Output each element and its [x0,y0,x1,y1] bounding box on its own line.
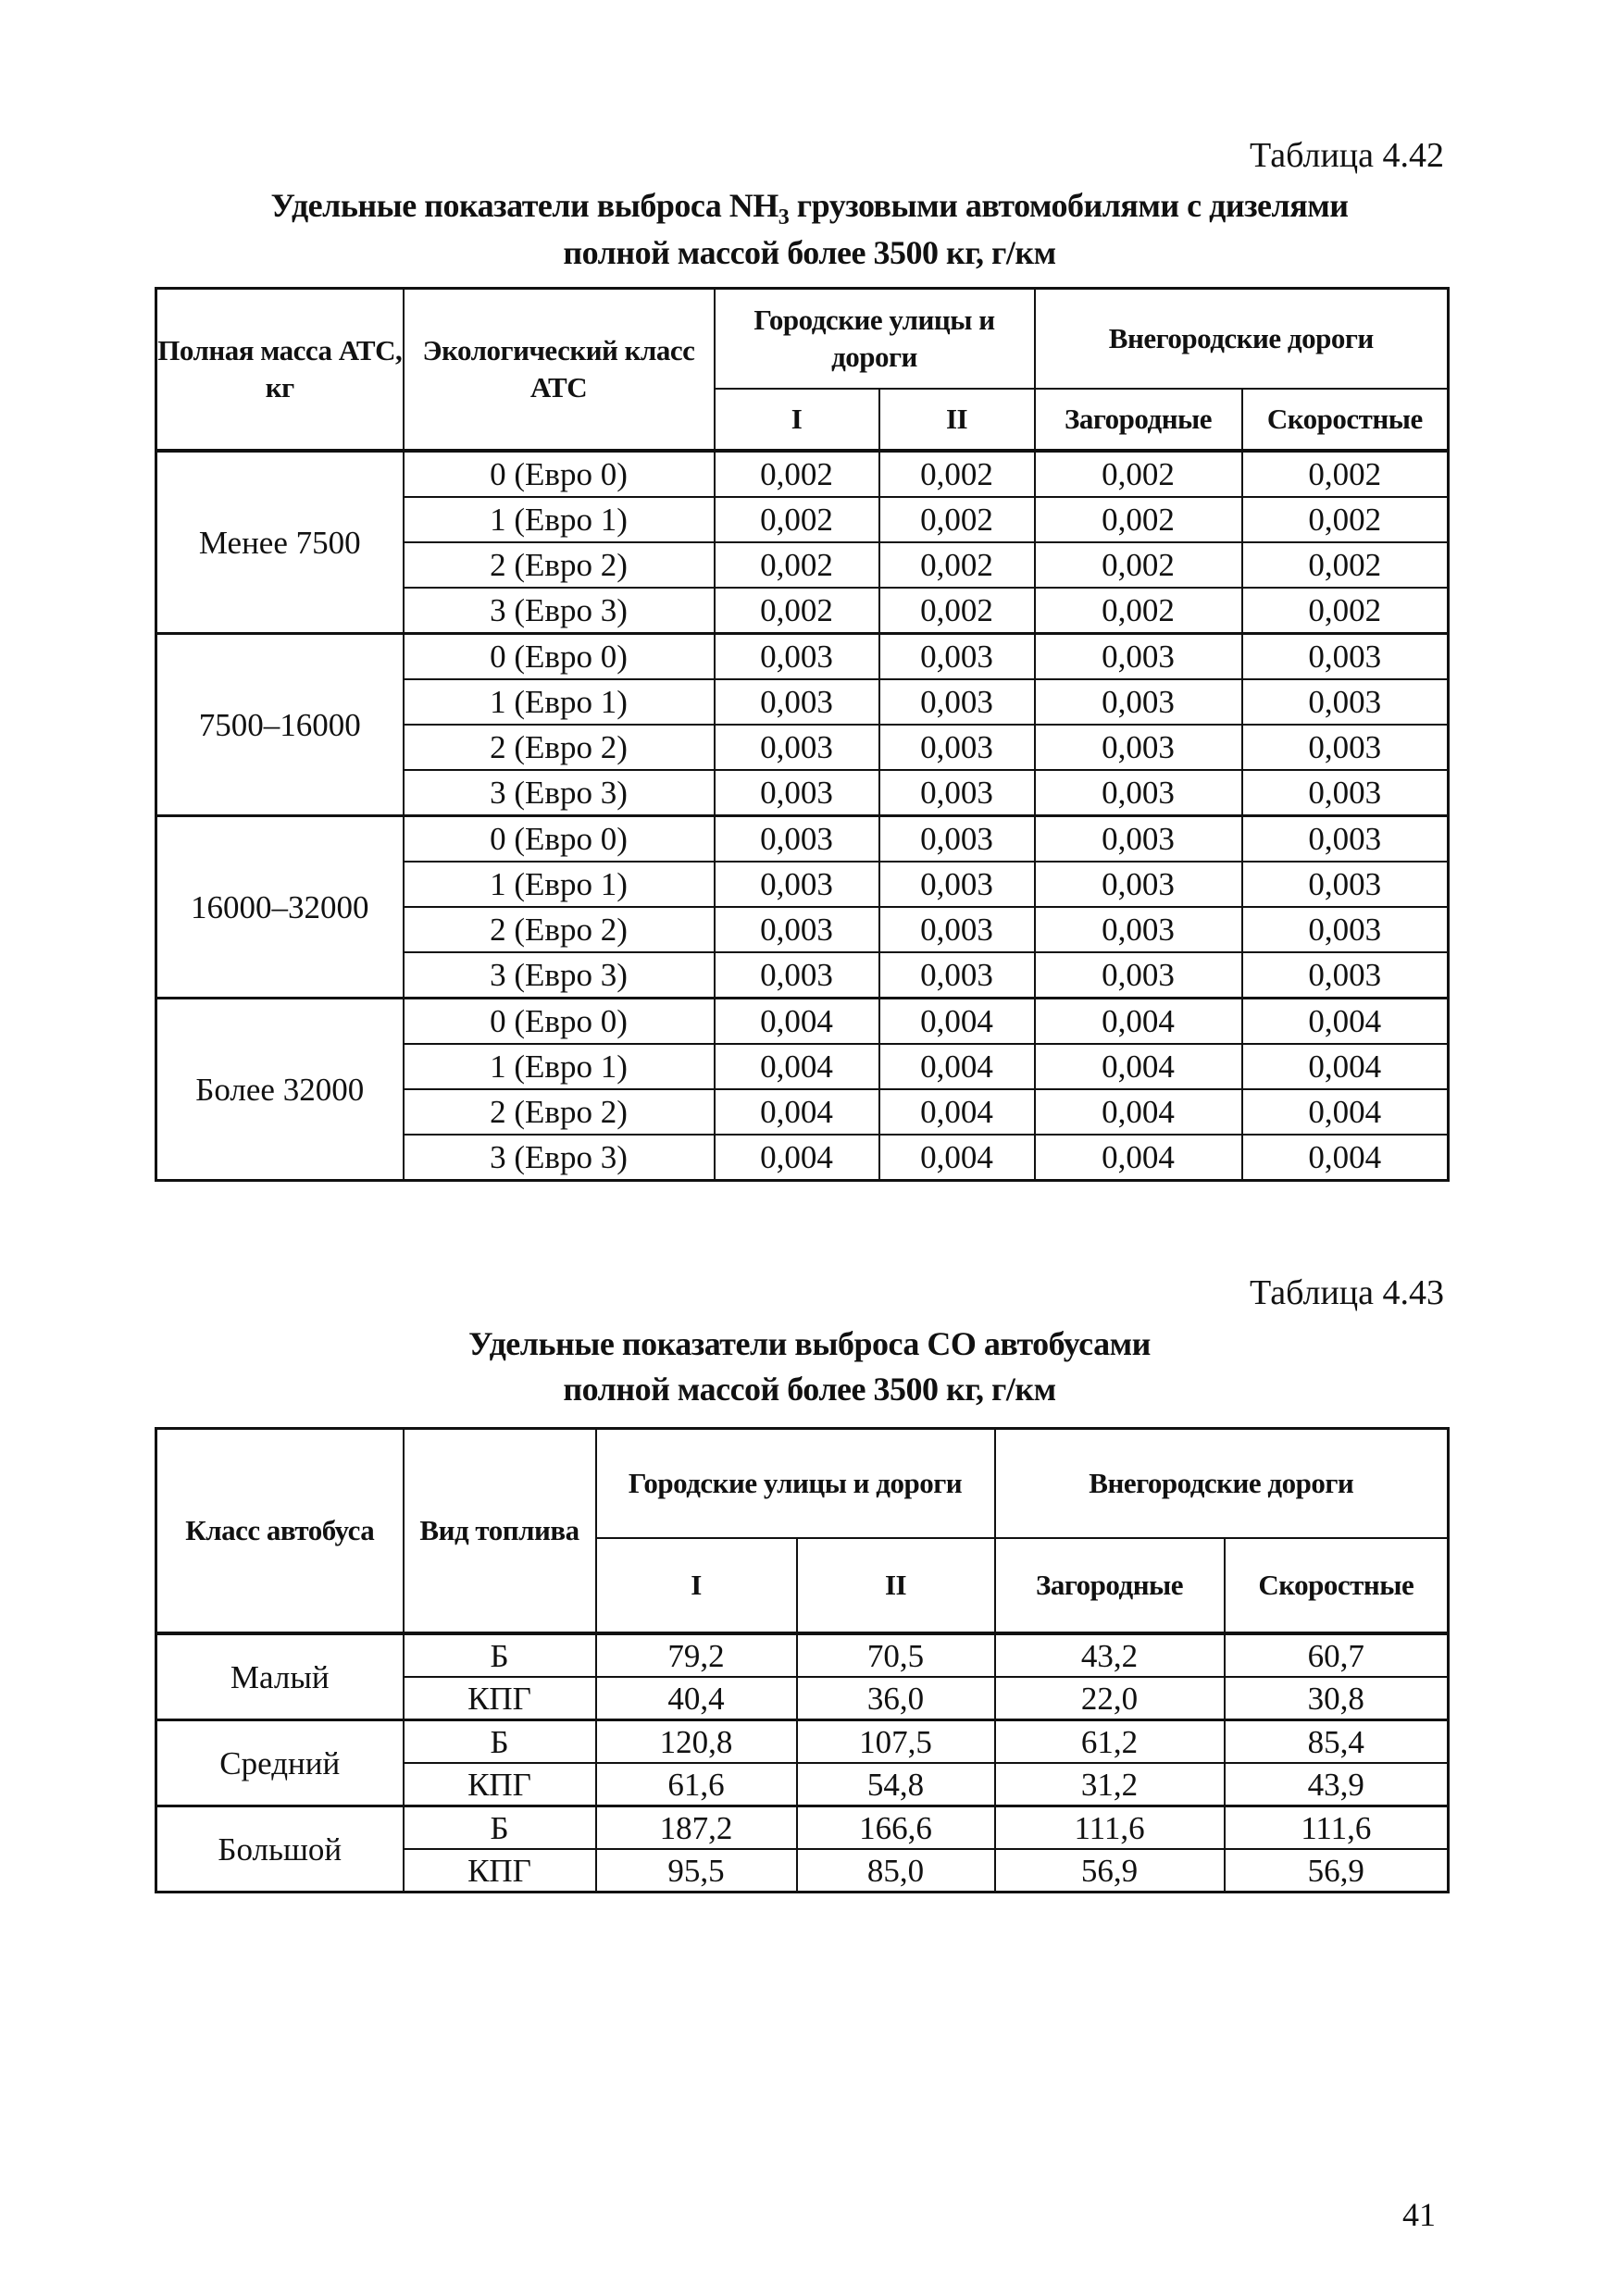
value-cell: 56,9 [995,1849,1225,1893]
value-cell: 0,004 [1035,999,1242,1045]
value-cell: 0,004 [1035,1135,1242,1181]
header-class: Вид топлива [404,1429,596,1634]
value-cell: 0,003 [1035,952,1242,999]
value-cell: 111,6 [1225,1806,1449,1850]
value-cell: 0,004 [715,1044,879,1089]
value-cell: 0,003 [1242,725,1449,770]
row-class: 3 (Евро 3) [404,770,715,816]
value-cell: 0,002 [1242,497,1449,542]
value-cell: 0,003 [879,816,1035,863]
value-cell: 0,003 [1242,679,1449,725]
header-sub: Скоростные [1225,1538,1449,1633]
value-cell: 0,002 [1242,451,1449,497]
value-cell: 0,002 [715,542,879,588]
value-cell: 0,004 [715,1089,879,1135]
row-class: 3 (Евро 3) [404,1135,715,1181]
row-class: 1 (Евро 1) [404,497,715,542]
value-cell: 0,004 [1035,1044,1242,1089]
row-class: Б [404,1720,596,1764]
value-cell: 111,6 [995,1806,1225,1850]
value-cell: 61,6 [596,1763,797,1806]
header-sub: II [879,389,1035,451]
value-cell: 0,003 [1035,725,1242,770]
table-row [156,1806,1449,1850]
value-cell: 120,8 [596,1720,797,1764]
value-cell: 0,004 [879,1044,1035,1089]
table-4-42 [155,287,1450,1182]
value-cell: 0,002 [1035,497,1242,542]
value-cell: 0,003 [1242,862,1449,907]
value-cell: 0,002 [1035,588,1242,634]
value-cell: 166,6 [797,1806,995,1850]
value-cell: 0,003 [1242,907,1449,952]
value-cell: 0,002 [715,588,879,634]
table-group [156,999,1449,1181]
group-label: Более 32000 [156,999,404,1181]
row-class: 2 (Евро 2) [404,725,715,770]
value-cell: 79,2 [596,1633,797,1677]
value-cell: 0,002 [1035,451,1242,497]
row-class: 2 (Евро 2) [404,907,715,952]
header-row [156,289,1449,390]
value-cell: 0,004 [715,1135,879,1181]
table-row [156,634,1449,680]
row-class: 0 (Евро 0) [404,816,715,863]
value-cell: 0,003 [879,770,1035,816]
value-cell: 85,0 [797,1849,995,1893]
group-label: 16000–32000 [156,816,404,999]
row-class: Б [404,1633,596,1677]
value-cell: 0,003 [1242,770,1449,816]
group-label: Малый [156,1633,404,1720]
value-cell: 0,002 [879,542,1035,588]
header-outer-roads: Внегородские дороги [1035,289,1449,390]
header-sub: I [715,389,879,451]
row-class: Б [404,1806,596,1850]
value-cell: 187,2 [596,1806,797,1850]
group-label: Менее 7500 [156,451,404,634]
row-class: 2 (Евро 2) [404,1089,715,1135]
value-cell: 60,7 [1225,1633,1449,1677]
value-cell: 0,004 [1242,999,1449,1045]
table-group [156,816,1449,999]
value-cell: 0,003 [1035,770,1242,816]
value-cell: 54,8 [797,1763,995,1806]
row-class: 2 (Евро 2) [404,542,715,588]
value-cell: 0,003 [1035,816,1242,863]
value-cell: 0,002 [1242,588,1449,634]
value-cell: 40,4 [596,1677,797,1720]
value-cell: 36,0 [797,1677,995,1720]
value-cell: 0,003 [879,952,1035,999]
value-cell: 0,003 [1242,634,1449,680]
header-city-roads: Городские улицы и дороги [596,1429,995,1539]
table-4-43 [155,1427,1450,1893]
value-cell: 56,9 [1225,1849,1449,1893]
header-sub: II [797,1538,995,1633]
header-city-roads: Городские улицы и дороги [715,289,1035,390]
value-cell: 0,002 [879,588,1035,634]
table-header [156,1429,1449,1634]
row-class: 1 (Евро 1) [404,1044,715,1089]
row-class: 3 (Евро 3) [404,588,715,634]
value-cell: 0,003 [715,679,879,725]
value-cell: 0,004 [1242,1135,1449,1181]
value-cell: 0,004 [879,999,1035,1045]
group-label: Средний [156,1720,404,1806]
header-mass: Класс автобуса [156,1429,404,1634]
value-cell: 0,002 [1242,542,1449,588]
row-class: 0 (Евро 0) [404,999,715,1045]
value-cell: 0,003 [1035,634,1242,680]
value-cell: 0,002 [715,451,879,497]
header-sub: Загородные [1035,389,1242,451]
header-outer-roads: Внегородские дороги [995,1429,1449,1539]
table-group [156,1806,1449,1893]
page-number: 41 [1402,2196,1436,2233]
table-row [156,451,1449,497]
table-header [156,289,1449,452]
row-class: 1 (Евро 1) [404,679,715,725]
table-row [156,1633,1449,1677]
table-4-43-title-line1: Удельные показатели выброса СО автобусами [468,1325,1151,1362]
value-cell: 31,2 [995,1763,1225,1806]
table-4-43-label: Таблица 4.43 [1249,1273,1444,1312]
header-class: Экологический класс АТС [404,289,715,452]
value-cell: 107,5 [797,1720,995,1764]
value-cell: 0,004 [1242,1044,1449,1089]
value-cell: 0,003 [1242,816,1449,863]
row-class: 1 (Евро 1) [404,862,715,907]
value-cell: 0,003 [715,952,879,999]
value-cell: 0,002 [879,497,1035,542]
value-cell: 0,003 [715,816,879,863]
value-cell: 0,003 [879,725,1035,770]
value-cell: 0,002 [879,451,1035,497]
row-class: КПГ [404,1763,596,1806]
value-cell: 22,0 [995,1677,1225,1720]
value-cell: 0,002 [1035,542,1242,588]
value-cell: 0,004 [715,999,879,1045]
table-group [156,634,1449,816]
value-cell: 0,003 [879,862,1035,907]
table-4-42-label: Таблица 4.42 [1249,136,1444,175]
value-cell: 0,003 [1035,679,1242,725]
value-cell: 0,003 [715,770,879,816]
title-text: грузовыми автомобилями с дизелями [789,187,1349,224]
table-4-42-title-line2: полной массой более 3500 кг, г/км [563,234,1056,271]
value-cell: 0,004 [1242,1089,1449,1135]
value-cell: 0,003 [1035,907,1242,952]
title-text: Удельные показатели выброса NH [270,187,778,224]
table-group [156,1720,1449,1806]
value-cell: 0,003 [715,862,879,907]
value-cell: 0,003 [715,634,879,680]
row-class: КПГ [404,1677,596,1720]
title-subscript: 3 [778,205,790,230]
value-cell: 95,5 [596,1849,797,1893]
value-cell: 0,004 [1035,1089,1242,1135]
value-cell: 43,9 [1225,1763,1449,1806]
row-class: 3 (Евро 3) [404,952,715,999]
row-class: 0 (Евро 0) [404,451,715,497]
value-cell: 0,003 [879,679,1035,725]
value-cell: 61,2 [995,1720,1225,1764]
row-class: КПГ [404,1849,596,1893]
table-group [156,1633,1449,1720]
header-sub: I [596,1538,797,1633]
value-cell: 0,004 [879,1089,1035,1135]
value-cell: 0,004 [879,1135,1035,1181]
value-cell: 30,8 [1225,1677,1449,1720]
row-class: 0 (Евро 0) [404,634,715,680]
value-cell: 43,2 [995,1633,1225,1677]
table-row [156,999,1449,1045]
value-cell: 0,003 [879,907,1035,952]
table-4-43-title-line2: полной массой более 3500 кг, г/км [563,1371,1056,1408]
table-group [156,451,1449,634]
value-cell: 0,002 [715,497,879,542]
value-cell: 0,003 [879,634,1035,680]
value-cell: 85,4 [1225,1720,1449,1764]
group-label: Большой [156,1806,404,1893]
table-row [156,816,1449,863]
header-row [156,1429,1449,1539]
value-cell: 70,5 [797,1633,995,1677]
value-cell: 0,003 [1035,862,1242,907]
group-label: 7500–16000 [156,634,404,816]
header-sub: Скоростные [1242,389,1449,451]
table-row [156,1720,1449,1764]
header-sub: Загородные [995,1538,1225,1633]
value-cell: 0,003 [1242,952,1449,999]
header-mass: Полная масса АТС, кг [156,289,404,452]
value-cell: 0,003 [715,907,879,952]
value-cell: 0,003 [715,725,879,770]
